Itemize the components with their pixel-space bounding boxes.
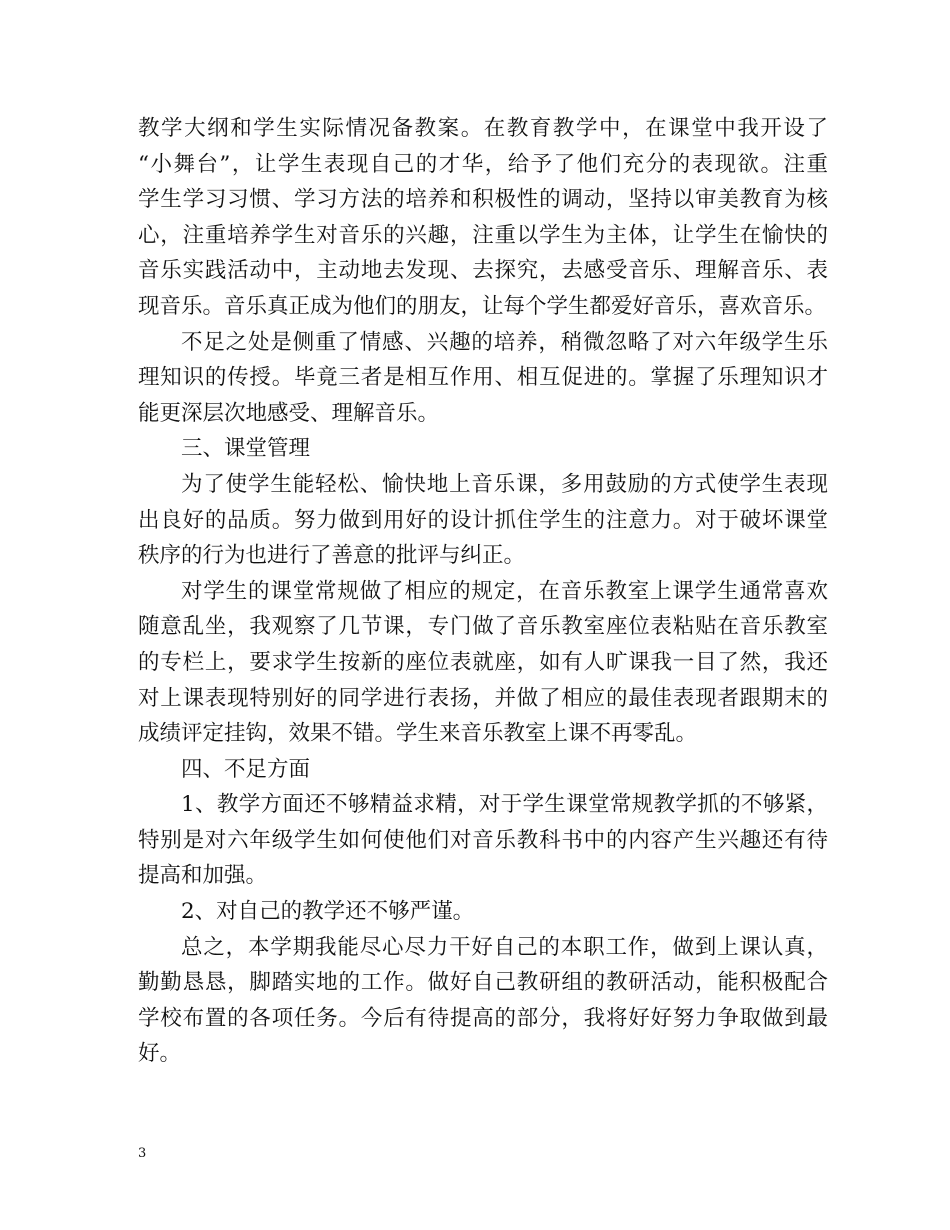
text-line: 提高和加强。 <box>138 863 268 889</box>
text-line: 为了使学生能轻松、愉快地上音乐课，多用鼓励的方式使学生表现 <box>181 471 828 497</box>
document-body <box>138 111 828 1072</box>
text-line: 总之，本学期我能尽心尽力干好自己的本职工作，做到上课认真， <box>181 934 828 960</box>
text-line: 秩序的行为也进行了善意的批评与纠正。 <box>138 543 526 569</box>
text-line: 四、不足方面 <box>181 756 311 782</box>
paragraph <box>138 752 828 788</box>
text-line: 心，注重培养学生对音乐的兴趣，注重以学生为主体，让学生在愉快的 <box>138 222 828 248</box>
paragraph <box>138 574 828 752</box>
text-line: 好。 <box>138 1041 182 1067</box>
text-line: 不足之处是侧重了情感、兴趣的培养，稍微忽略了对六年级学生乐 <box>181 329 828 355</box>
paragraph <box>138 467 828 574</box>
page-number: 3 <box>138 1146 147 1161</box>
text-line: 勤勤恳恳，脚踏实地的工作。做好自己教研组的教研活动，能积极配合 <box>138 970 828 996</box>
text-line: 出良好的品质。努力做到用好的设计抓住学生的注意力。对于破坏课堂 <box>138 507 828 533</box>
paragraph <box>138 894 828 930</box>
paragraph <box>138 930 828 1072</box>
text-line: 理知识的传授。毕竟三者是相互作用、相互促进的。掌握了乐理知识才 <box>138 365 828 391</box>
text-line: 学生学习习惯、学习方法的培养和积极性的调动，坚持以审美教育为核 <box>138 187 828 213</box>
text-line: 对上课表现特别好的同学进行表扬，并做了相应的最佳表现者跟期末的 <box>138 685 828 711</box>
text-line: 1、教学方面还不够精益求精，对于学生课堂常规教学抓的不够紧， <box>181 792 828 818</box>
text-line: 能更深层次地感受、理解音乐。 <box>138 400 440 426</box>
text-line: 音乐实践活动中，主动地去发现、去探究，去感受音乐、理解音乐、表 <box>138 258 828 284</box>
text-line: 成绩评定挂钩，效果不错。学生来音乐教室上课不再零乱。 <box>138 721 698 747</box>
text-line: 的专栏上，要求学生按新的座位表就座，如有人旷课我一目了然，我还 <box>138 649 828 675</box>
paragraph <box>138 325 828 432</box>
text-line: 三、课堂管理 <box>181 436 311 462</box>
text-line: 随意乱坐，我观察了几节课，专门做了音乐教室座位表粘贴在音乐教室 <box>138 614 828 640</box>
paragraph <box>138 111 828 325</box>
text-line: 对学生的课堂常规做了相应的规定，在音乐教室上课学生通常喜欢 <box>181 578 828 604</box>
text-line: 特别是对六年级学生如何使他们对音乐教科书中的内容产生兴趣还有待 <box>138 827 828 853</box>
paragraph <box>138 431 828 467</box>
text-line: 现音乐。音乐真正成为他们的朋友，让每个学生都爱好音乐，喜欢音乐。 <box>138 293 827 319</box>
text-line: 学校布置的各项任务。今后有待提高的部分，我将好好努力争取做到最 <box>138 1005 828 1031</box>
paragraph <box>138 787 828 894</box>
text-line: “小舞台”，让学生表现自己的才华，给予了他们充分的表现欲。注重 <box>138 151 828 177</box>
text-line: 2、对自己的教学还不够严谨。 <box>181 899 475 925</box>
text-line: 教学大纲和学生实际情况备教案。在教育教学中，在课堂中我开设了 <box>138 116 828 141</box>
